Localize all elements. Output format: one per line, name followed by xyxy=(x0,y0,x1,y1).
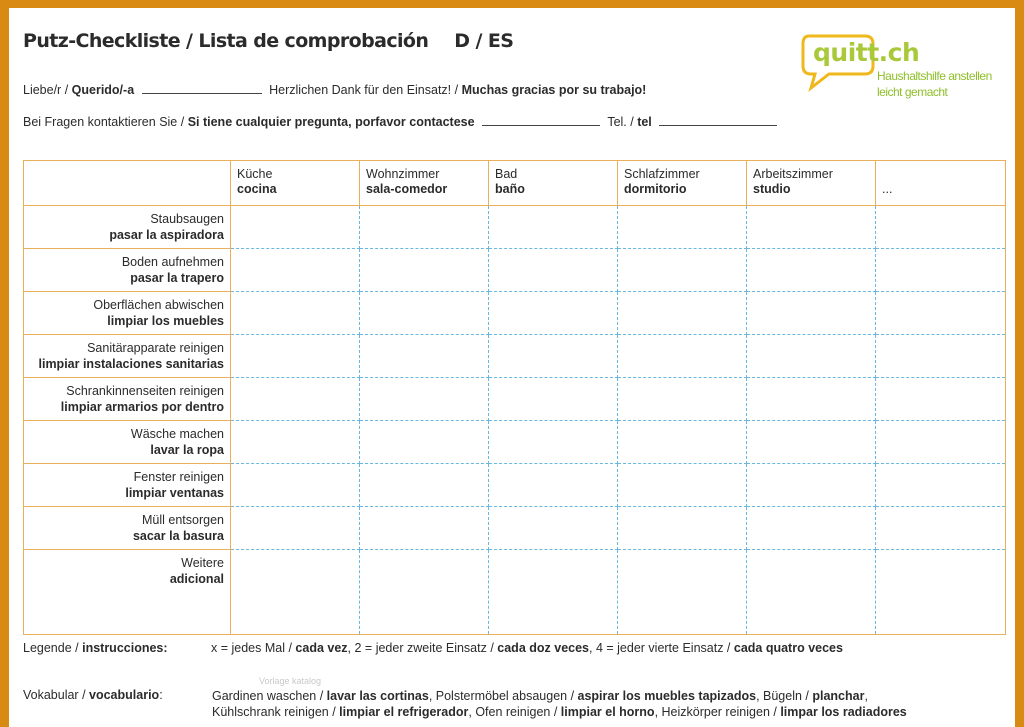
room-header-arbeitszimmer xyxy=(747,161,876,206)
vocab-item-de: , Bügeln / xyxy=(756,689,813,703)
task-row xyxy=(24,206,1006,249)
legend-line xyxy=(23,641,843,655)
room-label-de xyxy=(882,167,1005,182)
vocab-item-de: , Ofen reinigen / xyxy=(468,705,561,719)
thanks-es: Muchas gracias por su trabajo! xyxy=(461,83,647,97)
logo-tagline-line1: Haushaltshilfe anstellen xyxy=(877,69,992,83)
checkbox-cell[interactable] xyxy=(876,378,1006,421)
checkbox-cell[interactable] xyxy=(360,507,489,550)
checkbox-cell[interactable] xyxy=(618,206,747,249)
checklist-sheet xyxy=(9,8,1015,727)
checkbox-cell[interactable] xyxy=(747,206,876,249)
task-label-es: limpiar instalaciones sanitarias xyxy=(38,357,224,371)
checkbox-cell[interactable] xyxy=(360,378,489,421)
task-label-cell xyxy=(24,292,231,335)
checkbox-cell[interactable] xyxy=(231,249,360,292)
greeting-de: Liebe/r / xyxy=(23,83,72,97)
task-label-cell xyxy=(24,335,231,378)
checkbox-cell[interactable] xyxy=(747,335,876,378)
task-label-es: limpiar armarios por dentro xyxy=(60,400,224,414)
room-header-schlafzimmer xyxy=(618,161,747,206)
logo-tagline-line2: leicht gemacht xyxy=(877,85,948,99)
task-label-cell xyxy=(24,421,231,464)
task-label-de: Staubsaugen xyxy=(150,212,224,226)
checkbox-cell[interactable] xyxy=(489,421,618,464)
task-label-es: lavar la ropa xyxy=(150,443,224,457)
vocab-item-es: planchar xyxy=(812,689,865,703)
checkbox-cell[interactable] xyxy=(360,249,489,292)
task-row xyxy=(24,464,1006,507)
room-label-es: studio xyxy=(753,182,791,196)
checkbox-cell[interactable] xyxy=(876,507,1006,550)
checkbox-cell[interactable] xyxy=(876,464,1006,507)
task-label-de: Müll entsorgen xyxy=(142,513,224,527)
contact-blank-field[interactable] xyxy=(482,113,600,126)
checkbox-cell[interactable] xyxy=(231,507,360,550)
room-header-bad xyxy=(489,161,618,206)
legend-text-2: , 2 = jeder zweite Einsatz / xyxy=(347,641,498,655)
vocab-item-es: limpiar el refrigerador xyxy=(339,705,469,719)
room-label-de: Schlafzimmer xyxy=(624,167,700,181)
checkbox-cell[interactable] xyxy=(231,464,360,507)
room-header-more xyxy=(876,161,1006,206)
tel-blank-field[interactable] xyxy=(659,113,777,126)
checkbox-cell[interactable] xyxy=(876,335,1006,378)
room-label-de: Arbeitszimmer xyxy=(753,167,833,181)
task-row xyxy=(24,507,1006,550)
checkbox-cell[interactable] xyxy=(618,421,747,464)
checkbox-cell[interactable] xyxy=(618,507,747,550)
checkbox-cell[interactable] xyxy=(618,464,747,507)
task-label-cell xyxy=(24,550,231,635)
checkbox-cell[interactable] xyxy=(231,206,360,249)
vocab-item-es: limpiar el horno xyxy=(560,705,655,719)
checkbox-cell[interactable] xyxy=(489,378,618,421)
checkbox-cell[interactable] xyxy=(360,464,489,507)
checkbox-cell[interactable] xyxy=(747,292,876,335)
task-label-de: Oberflächen abwischen xyxy=(93,298,224,312)
checkbox-cell[interactable] xyxy=(618,335,747,378)
room-label-de: Bad xyxy=(495,167,518,181)
legend-bold-3: cada quatro veces xyxy=(733,641,843,655)
checkbox-cell[interactable] xyxy=(489,335,618,378)
checkbox-cell[interactable] xyxy=(231,292,360,335)
vocab-item-es: aspirar los muebles tapizados xyxy=(577,689,757,703)
task-label-cell xyxy=(24,206,231,249)
legend-text-3: , 4 = jeder vierte Einsatz / xyxy=(589,641,734,655)
task-label-de: Boden aufnehmen xyxy=(121,255,224,269)
checkbox-cell[interactable] xyxy=(876,421,1006,464)
room-label-es: sala-comedor xyxy=(366,182,448,196)
task-row xyxy=(24,550,1006,635)
legend-text-1: x = jedes Mal / xyxy=(211,641,296,655)
task-row xyxy=(24,421,1006,464)
corner-cell xyxy=(24,161,231,206)
checkbox-cell[interactable] xyxy=(231,335,360,378)
task-label-de: Wäsche machen xyxy=(130,427,224,441)
vocabulary-block xyxy=(23,688,907,719)
checkbox-cell[interactable] xyxy=(489,550,618,635)
checkbox-cell[interactable] xyxy=(231,378,360,421)
room-label-de: Küche xyxy=(237,167,273,181)
task-row xyxy=(24,378,1006,421)
legend-bold-2: cada doz veces xyxy=(497,641,589,655)
greeting-es: Querido/-a xyxy=(71,83,135,97)
vocab-item-de: , Heizkörper reinigen / xyxy=(654,705,781,719)
task-label-cell xyxy=(24,464,231,507)
legend-bold-1: cada vez xyxy=(295,641,348,655)
task-label-es: adicional xyxy=(169,572,224,586)
checkbox-cell[interactable] xyxy=(747,421,876,464)
task-label-de: Fenster reinigen xyxy=(133,470,224,484)
checkbox-cell[interactable] xyxy=(489,206,618,249)
room-label-de: Wohnzimmer xyxy=(366,167,440,181)
task-label-es: pasar la aspiradora xyxy=(109,228,224,242)
vocab-text xyxy=(212,688,907,720)
checkbox-cell[interactable] xyxy=(747,507,876,550)
checklist-table xyxy=(23,160,1006,635)
thanks-de: Herzlichen Dank für den Einsatz! / xyxy=(269,83,462,97)
legend-label-es: instrucciones: xyxy=(82,641,168,655)
checkbox-cell[interactable] xyxy=(618,550,747,635)
checkbox-cell[interactable] xyxy=(747,378,876,421)
vocab-label-es: vocabulario xyxy=(89,688,160,702)
checkbox-cell[interactable] xyxy=(618,292,747,335)
task-label-cell xyxy=(24,507,231,550)
checkbox-cell[interactable] xyxy=(747,249,876,292)
vocab-label-colon: : xyxy=(159,688,163,702)
checkbox-cell[interactable] xyxy=(489,292,618,335)
room-header-row xyxy=(24,161,1006,206)
task-label-cell xyxy=(24,378,231,421)
checkbox-cell[interactable] xyxy=(360,421,489,464)
checkbox-cell[interactable] xyxy=(360,550,489,635)
checkbox-cell[interactable] xyxy=(360,206,489,249)
vocab-label-de: Vokabular / xyxy=(23,688,90,702)
vocab-separator: , xyxy=(864,689,868,703)
tel-de: Tel. / xyxy=(607,115,638,129)
checkbox-cell[interactable] xyxy=(876,249,1006,292)
room-header-kueche xyxy=(231,161,360,206)
task-label-de: Weitere xyxy=(181,556,224,570)
checkbox-cell[interactable] xyxy=(231,421,360,464)
logo-wordmark: quitt.ch xyxy=(813,38,920,67)
checkbox-cell[interactable] xyxy=(876,292,1006,335)
task-label-de: Schrankinnenseiten reinigen xyxy=(66,384,224,398)
vocab-item-es: lavar las cortinas xyxy=(326,689,429,703)
contact-line xyxy=(23,113,781,129)
task-label-es: limpiar los muebles xyxy=(107,314,224,328)
watermark: Vorlage katalog xyxy=(259,676,322,686)
name-blank-field[interactable] xyxy=(142,81,262,94)
checkbox-cell[interactable] xyxy=(618,249,747,292)
room-label-es: cocina xyxy=(237,182,277,196)
contact-de: Bei Fragen kontaktieren Sie / xyxy=(23,115,188,129)
checkbox-cell[interactable] xyxy=(489,249,618,292)
checkbox-cell[interactable] xyxy=(618,378,747,421)
vocab-line-1 xyxy=(212,688,907,704)
task-label-cell xyxy=(24,249,231,292)
vocab-item-de: Kühlschrank reinigen / xyxy=(212,705,340,719)
page-title xyxy=(23,30,513,52)
checkbox-cell[interactable] xyxy=(360,335,489,378)
vocab-item-es: limpar los radiadores xyxy=(780,705,907,719)
task-row xyxy=(24,292,1006,335)
title-text: Putz-Checkliste / Lista de comprobación xyxy=(23,30,429,52)
task-row xyxy=(24,335,1006,378)
quitt-logo xyxy=(799,30,1009,110)
vocab-label xyxy=(23,688,211,702)
checkbox-cell[interactable] xyxy=(231,550,360,635)
vocab-item-de: Gardinen waschen / xyxy=(212,689,327,703)
room-label-es: baño xyxy=(495,182,525,196)
task-row xyxy=(24,249,1006,292)
vocab-line-2 xyxy=(212,704,907,720)
checkbox-cell[interactable] xyxy=(747,550,876,635)
greeting-line xyxy=(23,81,646,97)
language-pair: D / ES xyxy=(454,30,514,52)
room-header-wohnzimmer xyxy=(360,161,489,206)
legend-label xyxy=(23,641,211,655)
logo-tagline xyxy=(877,68,992,100)
task-label-es: pasar la trapero xyxy=(130,271,224,285)
task-label-de: Sanitärapparate reinigen xyxy=(87,341,224,355)
checkbox-cell[interactable] xyxy=(489,507,618,550)
room-label-es: dormitorio xyxy=(624,182,687,196)
checkbox-cell[interactable] xyxy=(876,206,1006,249)
task-label-es: sacar la basura xyxy=(132,529,224,543)
room-label-es: ... xyxy=(882,182,893,196)
checkbox-cell[interactable] xyxy=(489,464,618,507)
checkbox-cell[interactable] xyxy=(876,550,1006,635)
legend-label-de: Legende / xyxy=(23,641,83,655)
contact-es: Si tiene cualquier pregunta, porfavor contactese xyxy=(187,115,475,129)
checkbox-cell[interactable] xyxy=(747,464,876,507)
vocab-item-de: , Polstermöbel absaugen / xyxy=(428,689,578,703)
tel-es: tel xyxy=(637,115,652,129)
task-label-es: limpiar ventanas xyxy=(125,486,224,500)
checkbox-cell[interactable] xyxy=(360,292,489,335)
